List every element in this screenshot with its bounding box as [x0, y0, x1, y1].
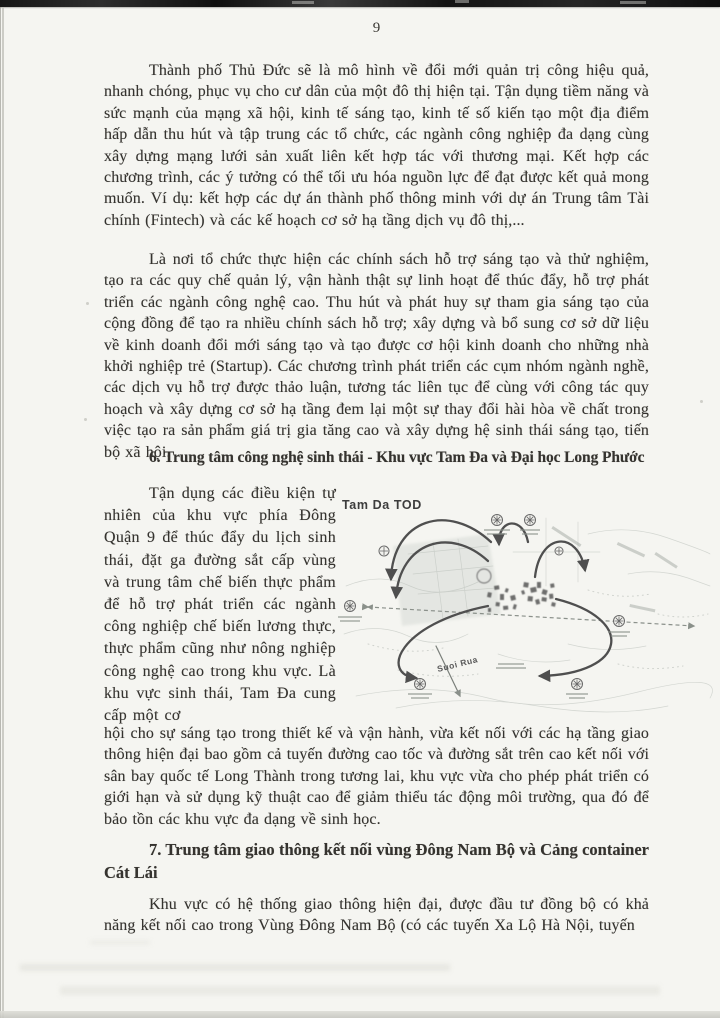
scan-smudge — [20, 964, 450, 971]
scan-edge-notch — [620, 1, 646, 4]
paragraph-3-beside-map: Tận dụng các điều kiện tự nhiên của khu vực phía Đông Quận 9 để thúc đẩy du lịch sinh thái, đặt ga đường sắt cấp vùng và trung tâm chế biến thực phẩm để hỗ trợ phát triển các ngành công nghiệp chế biến lương thực, thực phẩm cũng như nông nghiệp công nghệ cao trong khu vực. Là khu vực sinh thái, Tam Đa cung cấp một cơ — [104, 485, 336, 725]
poi-marker-icon — [345, 601, 356, 612]
scan-speck — [84, 418, 87, 421]
scan-edge-bottom — [0, 1011, 720, 1018]
page-number: 9 — [372, 20, 381, 36]
scan-edge-notch — [292, 1, 314, 4]
poi-marker-icon — [525, 515, 536, 526]
scan-smudge — [60, 986, 660, 995]
poi-marker-icon — [572, 679, 583, 690]
scan-edge-notch — [455, 0, 469, 3]
scan-edge-left — [2, 7, 4, 1018]
poi-marker-icon — [492, 515, 503, 526]
section-heading-7: 7. Trung tâm giao thông kết nối vùng Đông Nam Bộ và Cảng container Cát Lái — [104, 840, 649, 882]
map-title-label: Tam Da TOD — [342, 498, 422, 512]
poi-marker-icon — [555, 547, 563, 555]
scan-edge-left — [0, 7, 1, 1018]
tam-da-tod-map-figure — [338, 494, 718, 720]
paragraph-1: Thành phố Thủ Đức sẽ là mô hình về đổi mới quản trị công hiệu quả, nhanh chóng, phục vụ cho cư dân của một đô thị hiện tại. Tận dụng tiềm năng và sức mạnh của mạng xã hội, kinh tế sáng tạo, kinh tế số kiến tạo một địa điểm hấp dẫn thu hút và tập trung các tổ chức, các ngành công nghiệp đa dạng cùng xây dựng mạng lưới sản xuất liên kết hợp tác với thương mại. Kết hợp các chương trình, các ý tưởng có thể tối ưu hóa nguồn lực để đạt được kết quả mong muốn. Ví dụ: kết hợp các dự án thành phố thông minh với dự án Trung tâm Tài chính (Fintech) và các kế hoạch cơ sở hạ tầng dịch vụ đô thị,... — [104, 62, 649, 229]
paragraph-4: Khu vực có hệ thống giao thông hiện đại, được đầu tư đồng bộ có khả năng kết nối cao trong Vùng Đông Nam Bộ (có các tuyến Xa Lộ Hà Nội, tuyến — [104, 896, 649, 935]
poi-marker-icon — [379, 546, 389, 556]
scan-smudge — [90, 940, 150, 945]
tam-da-tod-map — [338, 494, 718, 720]
scan-edge-top — [0, 0, 720, 7]
poi-marker-icon — [614, 616, 625, 627]
scan-speck — [700, 400, 703, 403]
river-label: Suoi Rua — [436, 654, 479, 674]
paragraph-2: Là nơi tổ chức thực hiện các chính sách hỗ trợ sáng tạo và thử nghiệm, tạo ra các quy chế quản lý, vận hành thật sự linh hoạt để thúc đẩy, hỗ trợ phát triển các ngành công nghệ cao. Thu hút và phát huy sự tham gia sáng tạo của cộng đồng để tạo ra nhiều chính sách hỗ trợ; xây dựng và bổ sung cơ sở dữ liệu về kinh doanh đổi mới sáng tạo và tạo được cơ hội kinh doanh cho những nhà khởi nghiệp trẻ (Startup). Các chương trình phát triển các cụm nhóm ngành nghề, các dịch vụ hỗ trợ được thảo luận, tương tác liên tục để cùng với công tác quy hoạch và xây dựng cơ sở hạ tầng đem lại một sự thay đổi hài hòa về chất trong việc tạo ra sản phẩm giá trị gia tăng cao và xây dựng hệ sinh thái sáng tạo, tiến bộ xã hội. — [104, 251, 649, 461]
flow-arrow-bottom-right-loop — [540, 599, 611, 676]
poi-marker-icon — [415, 679, 426, 690]
section-heading-6: 6. Trung tâm công nghệ sinh thái - Khu vực Tam Đa và Đại học Long Phước — [149, 449, 645, 466]
scan-speck — [86, 302, 89, 305]
paragraph-3-below-map: hội cho sự sáng tạo trong thiết kế và vận hành, vừa kết nối với các hạ tầng giao thông hiện đại bao gồm cả tuyến đường cao tốc và đường sắt trên cao kết nối với sân bay quốc tế Long Thành trong tương lai, khu vực vừa cho phép phát triển có giới hạn và sử dụng kỹ thuật cao để giảm thiểu tác động môi trường, qua đó để bảo tồn các khu vực đa dạng về sinh học. — [104, 725, 649, 828]
